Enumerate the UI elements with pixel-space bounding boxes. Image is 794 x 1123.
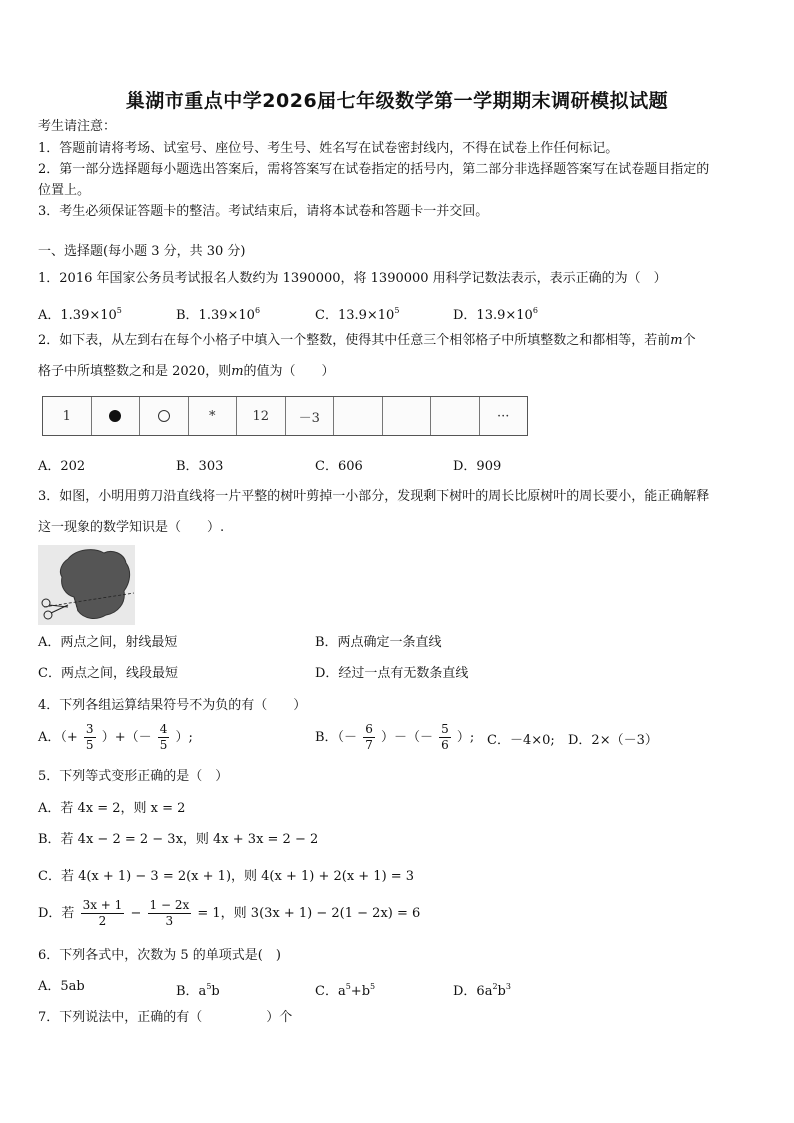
grid-cell: *: [189, 397, 238, 435]
question-2-stem-line1: 2．如下表，从左到右在每个小格子中填入一个整数，使得其中任意三个相邻格子中所填整数之和都相等，若前m个: [38, 333, 696, 348]
leaf-scissors-figure: [38, 545, 135, 625]
q5-option-d: D．若 $\frac{3x + 1}{2}$ − $\frac{1 - 2x}{3}$ = 1，则 3(3x + 1) − 2(1 − 2x) = 6: [38, 898, 421, 928]
hollow-circle-icon: [158, 410, 170, 422]
leaf-icon: [38, 545, 135, 625]
grid-cell: 1: [43, 397, 92, 435]
scissors-icon: [42, 599, 68, 619]
grid-cell-filled-dot: [92, 397, 141, 435]
notice-item: 3．考生必须保证答题卡的整洁。考试结束后，请将本试卷和答题卡一并交回。: [38, 204, 489, 219]
q6-option-b: B．$a^5b$: [176, 982, 220, 999]
q5-option-b: B．若 4x − 2 = 2 − 3x，则 4x + 3x = 2 − 2: [38, 832, 319, 847]
q2-option-b: B．303: [176, 459, 224, 474]
q5-option-a: A．若 4x = 2，则 x = 2: [38, 801, 186, 816]
question-6-stem: 6．下列各式中，次数为 5 的单项式是( ): [38, 948, 281, 963]
question-3-stem-line1: 3．如图，小明用剪刀沿直线将一片平整的树叶剪掉一小部分，发现剩下树叶的周长比原树叶的周长要小，能正确解释: [38, 489, 710, 504]
grid-cell: 12: [237, 397, 286, 435]
notice-item: 2．第一部分选择题每小题选出答案后，需将答案写在试卷指定的括号内，第二部分非选择题答案写在试卷题目指定的: [38, 162, 710, 177]
question-2-stem-line2: 格子中所填整数之和是 2020，则m的值为（ ）: [38, 364, 335, 379]
grid-cell: －3: [286, 397, 335, 435]
q3-option-c: C．两点之间，线段最短: [38, 666, 178, 681]
q2-option-a: A．202: [38, 459, 86, 474]
q1-option-a: A．$1.39\times 10^5$: [38, 306, 122, 323]
question-4-stem: 4．下列各组运算结果符号不为负的有（ ）: [38, 698, 307, 713]
number-grid: [42, 396, 528, 436]
notice-item: 1．答题前请将考场、试室号、座位号、考生号、姓名写在试卷密封线内，不得在试卷上作任何标记。: [38, 141, 619, 156]
q4-option-b: B．（－ $\frac{6}{7}$ ）－（－ $\frac{5}{6}$ ）;: [315, 722, 475, 752]
q6-option-a: A．5ab: [38, 979, 85, 994]
page-title: 巢湖市重点中学2026届七年级数学第一学期期末调研模拟试题: [125, 90, 669, 112]
question-5-stem: 5．下列等式变形正确的是（ ）: [38, 769, 229, 784]
filled-circle-icon: [109, 410, 121, 422]
q2-option-d: D．909: [453, 459, 502, 474]
q3-option-b: B．两点确定一条直线: [315, 635, 442, 650]
notice-heading: 考生请注意：: [38, 119, 117, 134]
q3-option-d: D．经过一点有无数条直线: [315, 666, 469, 681]
q6-option-c: C．$a^5+b^5$: [315, 982, 376, 999]
section-heading: 一、选择题(每小题 3 分，共 30 分): [38, 244, 246, 259]
question-3-stem-line2: 这一现象的数学知识是（ ）.: [38, 520, 225, 535]
grid-cell: [383, 397, 432, 435]
question-1-stem: 1．2016 年国家公务员考试报名人数约为 1390000，将 1390000 用科学记数法表示，表示正确的为（ ）: [38, 271, 667, 286]
q2-option-c: C．606: [315, 459, 363, 474]
grid-cell: [334, 397, 383, 435]
q1-option-d: D．$13.9\times 10^6$: [453, 306, 538, 323]
q1-option-c: C．$13.9\times 10^5$: [315, 306, 400, 323]
q4-option-c: C．－4×0;: [487, 733, 555, 748]
grid-cell: ···: [497, 408, 510, 424]
q4-option-d: D．2×（－3）: [568, 733, 658, 748]
q6-option-d: D．$6a^2b^3$: [453, 982, 511, 999]
q4-option-a: A．（+ $\frac{3}{5}$ ）+（－ $\frac{4}{5}$ ）;: [38, 722, 193, 752]
q5-option-c: C．若 4(x + 1) − 3 = 2(x + 1)，则 4(x + 1) + 2(x + 1) = 3: [38, 869, 415, 884]
grid-cell-hollow-dot: [140, 397, 189, 435]
q3-option-a: A．两点之间，射线最短: [38, 635, 178, 650]
question-7-stem: 7．下列说法中，正确的有（ ）个: [38, 1010, 293, 1025]
grid-cell: [431, 397, 480, 435]
q1-option-b: B．$1.39\times 10^6$: [176, 306, 261, 323]
notice-item: 位置上。: [38, 183, 91, 198]
